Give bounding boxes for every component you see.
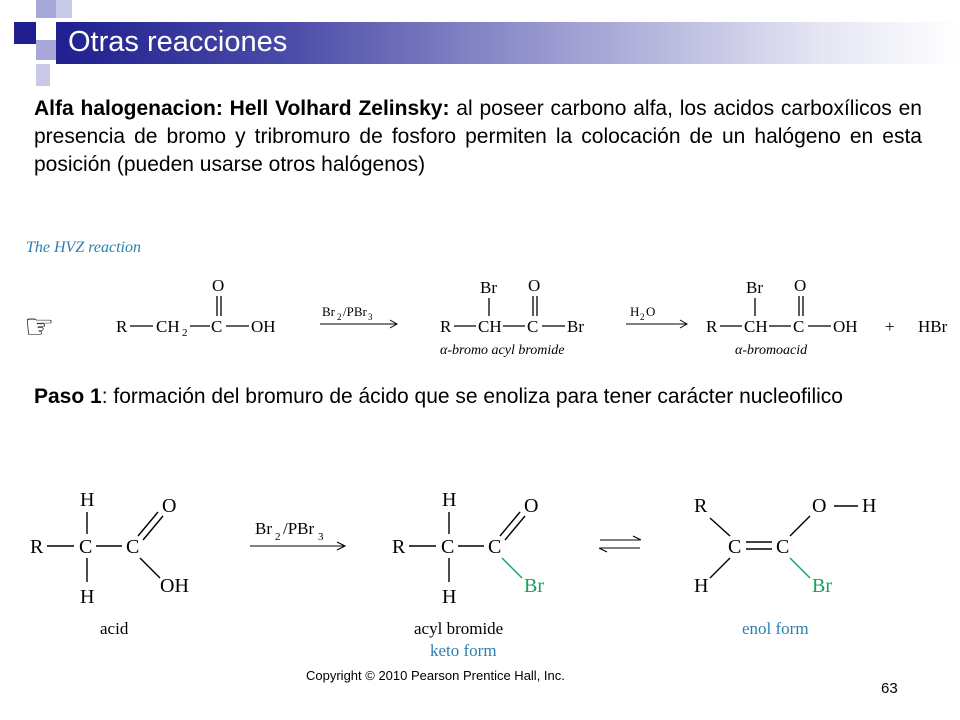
svg-text:H: H <box>862 495 877 517</box>
keto-form-label: keto form <box>430 641 497 660</box>
svg-text:C: C <box>728 536 742 558</box>
corner-square-top-light <box>36 0 56 18</box>
svg-text:R: R <box>116 317 128 336</box>
svg-text:3: 3 <box>318 531 324 543</box>
hvz-scheme <box>0 258 960 363</box>
svg-text:2: 2 <box>275 531 281 543</box>
enol-form-label: enol form <box>742 619 809 638</box>
svg-text:OH: OH <box>251 317 276 336</box>
svg-text:O: O <box>524 495 539 517</box>
svg-text:Br: Br <box>567 317 584 336</box>
plus-sign: + <box>885 317 895 336</box>
step1-bold: Paso 1 <box>34 385 102 408</box>
intro-text: al poseer carbono alfa, los acidos carboxílicos en presencia de bromo y tribromuro de fosforo permiten la colocación de un halógeno en esta posición (pueden usarse otros halógenos) <box>34 97 922 176</box>
copyright-notice: Copyright © 2010 Pearson Prentice Hall, Inc. <box>306 668 565 683</box>
svg-text:H: H <box>694 575 709 597</box>
svg-text:O: O <box>212 276 225 295</box>
intro-bold: Alfa halogenacion: Hell Volhard Zelinsky: <box>34 97 450 120</box>
svg-text:C: C <box>126 536 140 558</box>
corner-square-mid <box>36 40 56 60</box>
svg-text:R: R <box>694 495 708 517</box>
hvz-arrow-1 <box>320 304 397 328</box>
svg-text:H: H <box>80 586 95 608</box>
svg-text:2: 2 <box>337 312 342 322</box>
corner-square-dark <box>14 22 36 44</box>
svg-text:C: C <box>441 536 455 558</box>
intro-paragraph <box>34 95 922 179</box>
svg-text:CH: CH <box>744 317 768 336</box>
svg-text:2: 2 <box>640 312 645 322</box>
svg-text:C: C <box>79 536 93 558</box>
svg-text:OH: OH <box>833 317 858 336</box>
reactant-molecule <box>116 276 276 339</box>
slide-title: Otras reacciones <box>68 26 288 58</box>
corner-square-top-light-2 <box>56 0 72 18</box>
acyl-bromide-label: acyl bromide <box>414 619 504 638</box>
step1-text: : formación del bromuro de ácido que se enoliza para tener carácter nucleofilico <box>101 385 843 408</box>
svg-text:CH: CH <box>478 317 502 336</box>
svg-text:H: H <box>442 586 457 608</box>
equilibrium-arrows <box>599 536 641 552</box>
svg-text:OH: OH <box>160 575 189 597</box>
svg-text:O: O <box>646 304 656 319</box>
product1-label: α-bromo acyl bromide <box>440 343 565 358</box>
svg-text:R: R <box>706 317 718 336</box>
corner-square-low <box>36 64 50 86</box>
svg-text:C: C <box>793 317 805 336</box>
product1-molecule <box>440 276 584 336</box>
svg-text:H: H <box>442 489 457 511</box>
svg-text:C: C <box>211 317 223 336</box>
svg-text:C: C <box>527 317 539 336</box>
acyl-bromide-molecule <box>392 489 544 608</box>
svg-text:/PBr: /PBr <box>343 304 367 319</box>
svg-text:Br: Br <box>524 575 544 597</box>
product2-molecule <box>706 276 858 336</box>
svg-text:H: H <box>630 304 640 319</box>
hbr-byproduct: HBr <box>918 317 948 336</box>
svg-text:O: O <box>812 495 827 517</box>
svg-text:Br: Br <box>746 278 763 297</box>
hvz-arrow-2 <box>626 304 687 328</box>
svg-text:Br: Br <box>812 575 832 597</box>
step1-scheme <box>0 478 960 668</box>
acid-molecule <box>30 489 189 608</box>
svg-text:O: O <box>528 276 541 295</box>
svg-text:/PBr: /PBr <box>283 519 315 538</box>
acid-label: acid <box>100 619 129 638</box>
enol-molecule <box>694 495 876 597</box>
step1-paragraph <box>34 383 922 411</box>
svg-text:2: 2 <box>182 327 188 339</box>
svg-text:Br: Br <box>255 519 272 538</box>
svg-text:C: C <box>488 536 502 558</box>
svg-text:O: O <box>794 276 807 295</box>
svg-text:CH: CH <box>156 317 180 336</box>
svg-text:H: H <box>80 489 95 511</box>
svg-text:Br: Br <box>480 278 497 297</box>
svg-text:C: C <box>776 536 790 558</box>
page-number: 63 <box>881 680 898 697</box>
svg-text:O: O <box>162 495 177 517</box>
svg-text:R: R <box>440 317 452 336</box>
svg-text:R: R <box>392 536 406 558</box>
svg-text:3: 3 <box>368 312 373 322</box>
svg-text:R: R <box>30 536 44 558</box>
step1-arrow <box>250 519 345 550</box>
product2-label: α-bromoacid <box>735 343 808 358</box>
svg-text:Br: Br <box>322 304 335 319</box>
pointer-icon: ☞ <box>24 309 55 346</box>
hvz-title: The HVZ reaction <box>26 239 141 256</box>
